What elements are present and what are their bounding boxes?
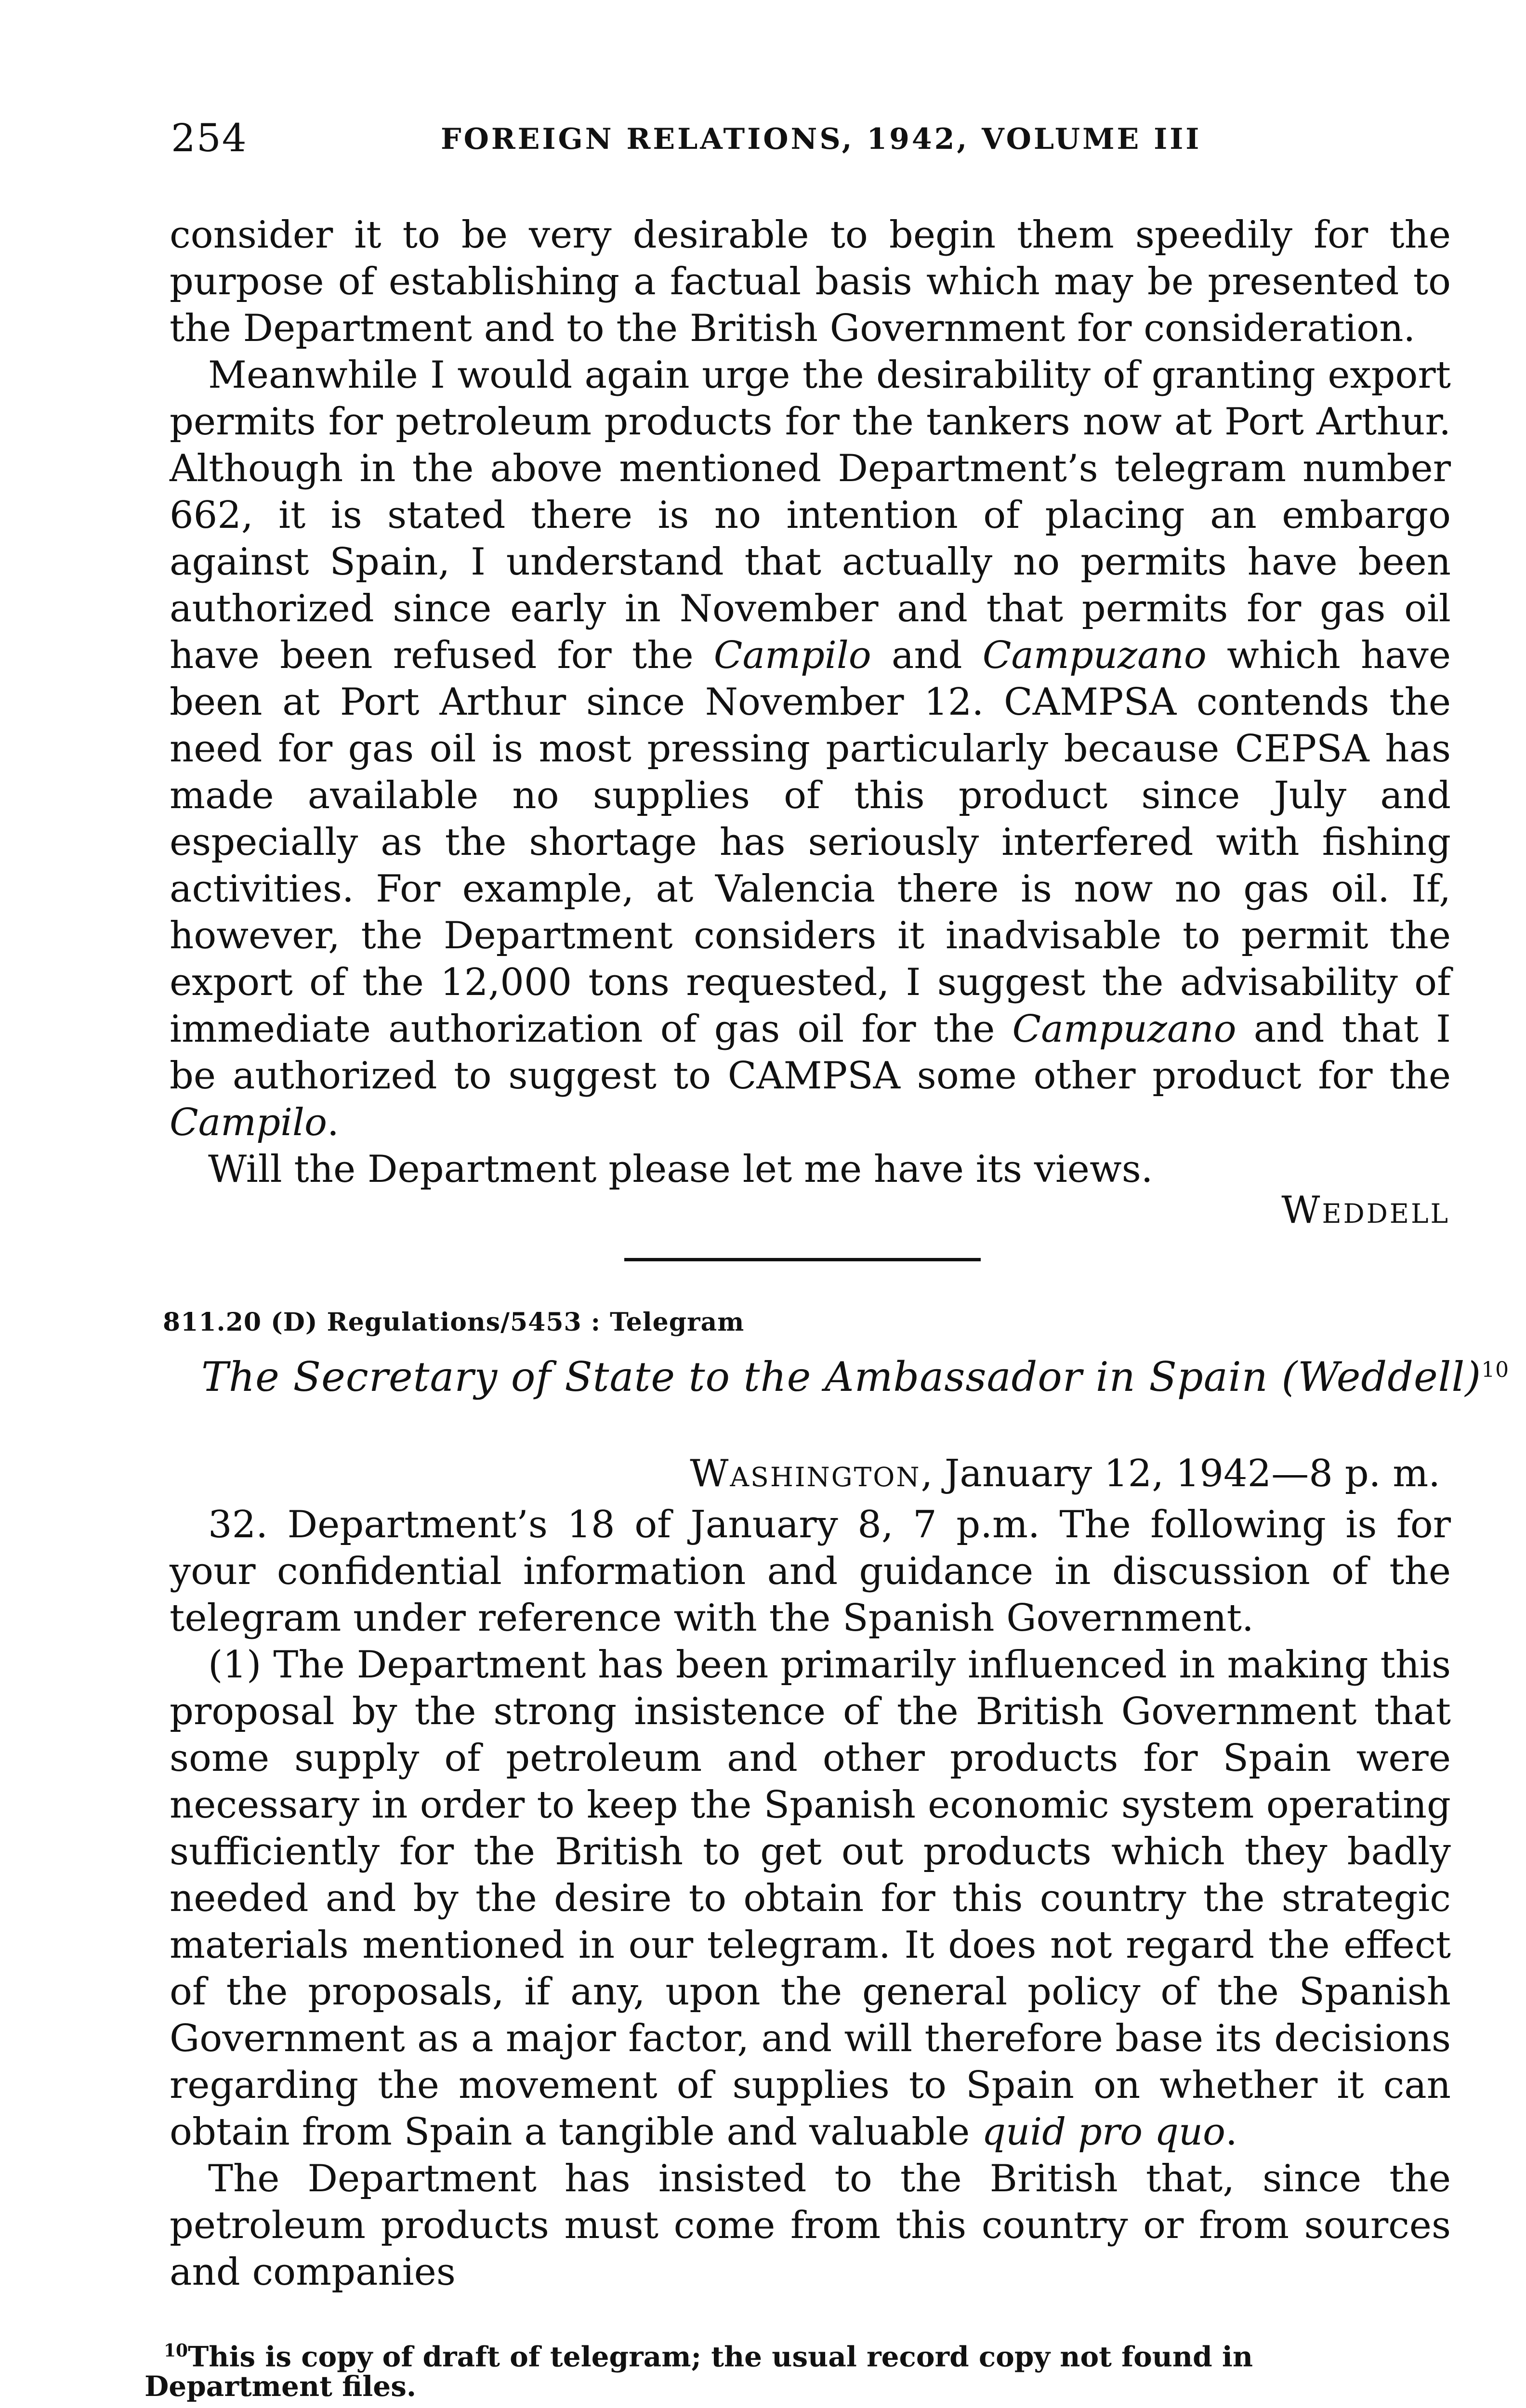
text-run: Meanwhile I would again urge the desirability of granting export permits for petroleum products for the tankers now at Port Arthur. Although in the above mentioned Department’s telegram number 662, it is stated there is no intention of placing an embargo against Spain, I understand that actually no permits have been authorized since early in November and that permits for gas oil have been refused for the: [170, 353, 1451, 677]
text-run: Will the Department please let me have its views.: [208, 1148, 1153, 1191]
italic-text-run: Campilo: [170, 1101, 327, 1144]
dateline-place: Washington: [690, 1452, 921, 1495]
paragraph: [170, 352, 1451, 1146]
footnote: [145, 2336, 1445, 2401]
running-head: [171, 116, 1452, 169]
text-run: The Department has insisted to the British that, since the petroleum products must come from this country or from sources and companies: [170, 2157, 1451, 2294]
first-document-body: [170, 212, 1451, 1193]
paragraph: [170, 1146, 1451, 1193]
text-run: .: [327, 1101, 339, 1144]
text-run: (1) The Department has been primarily influenced in making this proposal by the strong insistence of the British Government that some supply of petroleum and other products for Spain were necessary in order to keep the Spanish economic system operating sufficiently for the British to get out products which they badly needed and by the desire to obtain for this country the strategic materials mentioned in our telegram. It does not regard the effect of the proposals, if any, upon the general policy of the Spanish Government as a major factor, and will therefore base its decisions regarding the movement of supplies to Spain on whether it can obtain from Spain a tangible and valuable: [170, 1643, 1451, 2154]
dateline: [690, 1452, 1440, 1495]
text-run: which have been at Port Arthur since November 12. CAMPSA contends the need for gas oil is most pressing particularly because CEPSA has made available no supplies of this product since July and especially as the shortage has seriously interfered with fishing activities. For example, at Valencia there is now no gas oil. If, however, the Department considers it inadvisable to permit the export of the 12,000 tons requested, I suggest the advisability of immediate authorization of gas oil for the: [170, 634, 1451, 1051]
footnote-text: This is copy of draft of telegram; the usual record copy not found in Department files.: [145, 2340, 1253, 2403]
document-title: [201, 1353, 1509, 1400]
italic-text-run: Campuzano: [1012, 1008, 1237, 1051]
italic-text-run: quid pro quo: [982, 2110, 1226, 2154]
paragraph: [170, 1642, 1451, 2156]
italic-text-run: Campuzano: [982, 634, 1207, 677]
text-run: and that I be authorized to suggest to CAMPSA some other product for the: [170, 1008, 1451, 1098]
section-divider: [624, 1258, 981, 1261]
second-document-body: [170, 1502, 1451, 2296]
footnote-reference: 10: [1481, 1358, 1510, 1382]
file-reference: 811.20 (D) Regulations/5453 : Telegram: [163, 1308, 745, 1337]
document-title-text: The Secretary of State to the Ambassador in Spain (Weddell): [201, 1353, 1482, 1400]
footnote-mark: 10: [164, 2341, 188, 2361]
text-run: .: [1225, 2110, 1237, 2154]
text-run: 32. Department’s 18 of January 8, 7 p.m. The following is for your confidential information and guidance in discussion of the telegram under reference with the Spanish Government.: [170, 1503, 1451, 1640]
italic-text-run: Campilo: [713, 634, 871, 677]
text-run: and: [871, 634, 983, 677]
signature: Weddell: [1281, 1189, 1450, 1232]
paragraph: [170, 212, 1451, 352]
paragraph: [170, 1502, 1451, 1642]
text-run: consider it to be very desirable to begin them speedily for the purpose of establishing a factual basis which may be presented to the Department and to the British Government for consideration.: [170, 213, 1451, 350]
dateline-date: , January 12, 1942—8 p. m.: [921, 1452, 1440, 1495]
page-number: 254: [171, 116, 248, 160]
running-head-title: FOREIGN RELATIONS, 1942, VOLUME III: [441, 122, 1202, 156]
paragraph: [170, 2156, 1451, 2296]
